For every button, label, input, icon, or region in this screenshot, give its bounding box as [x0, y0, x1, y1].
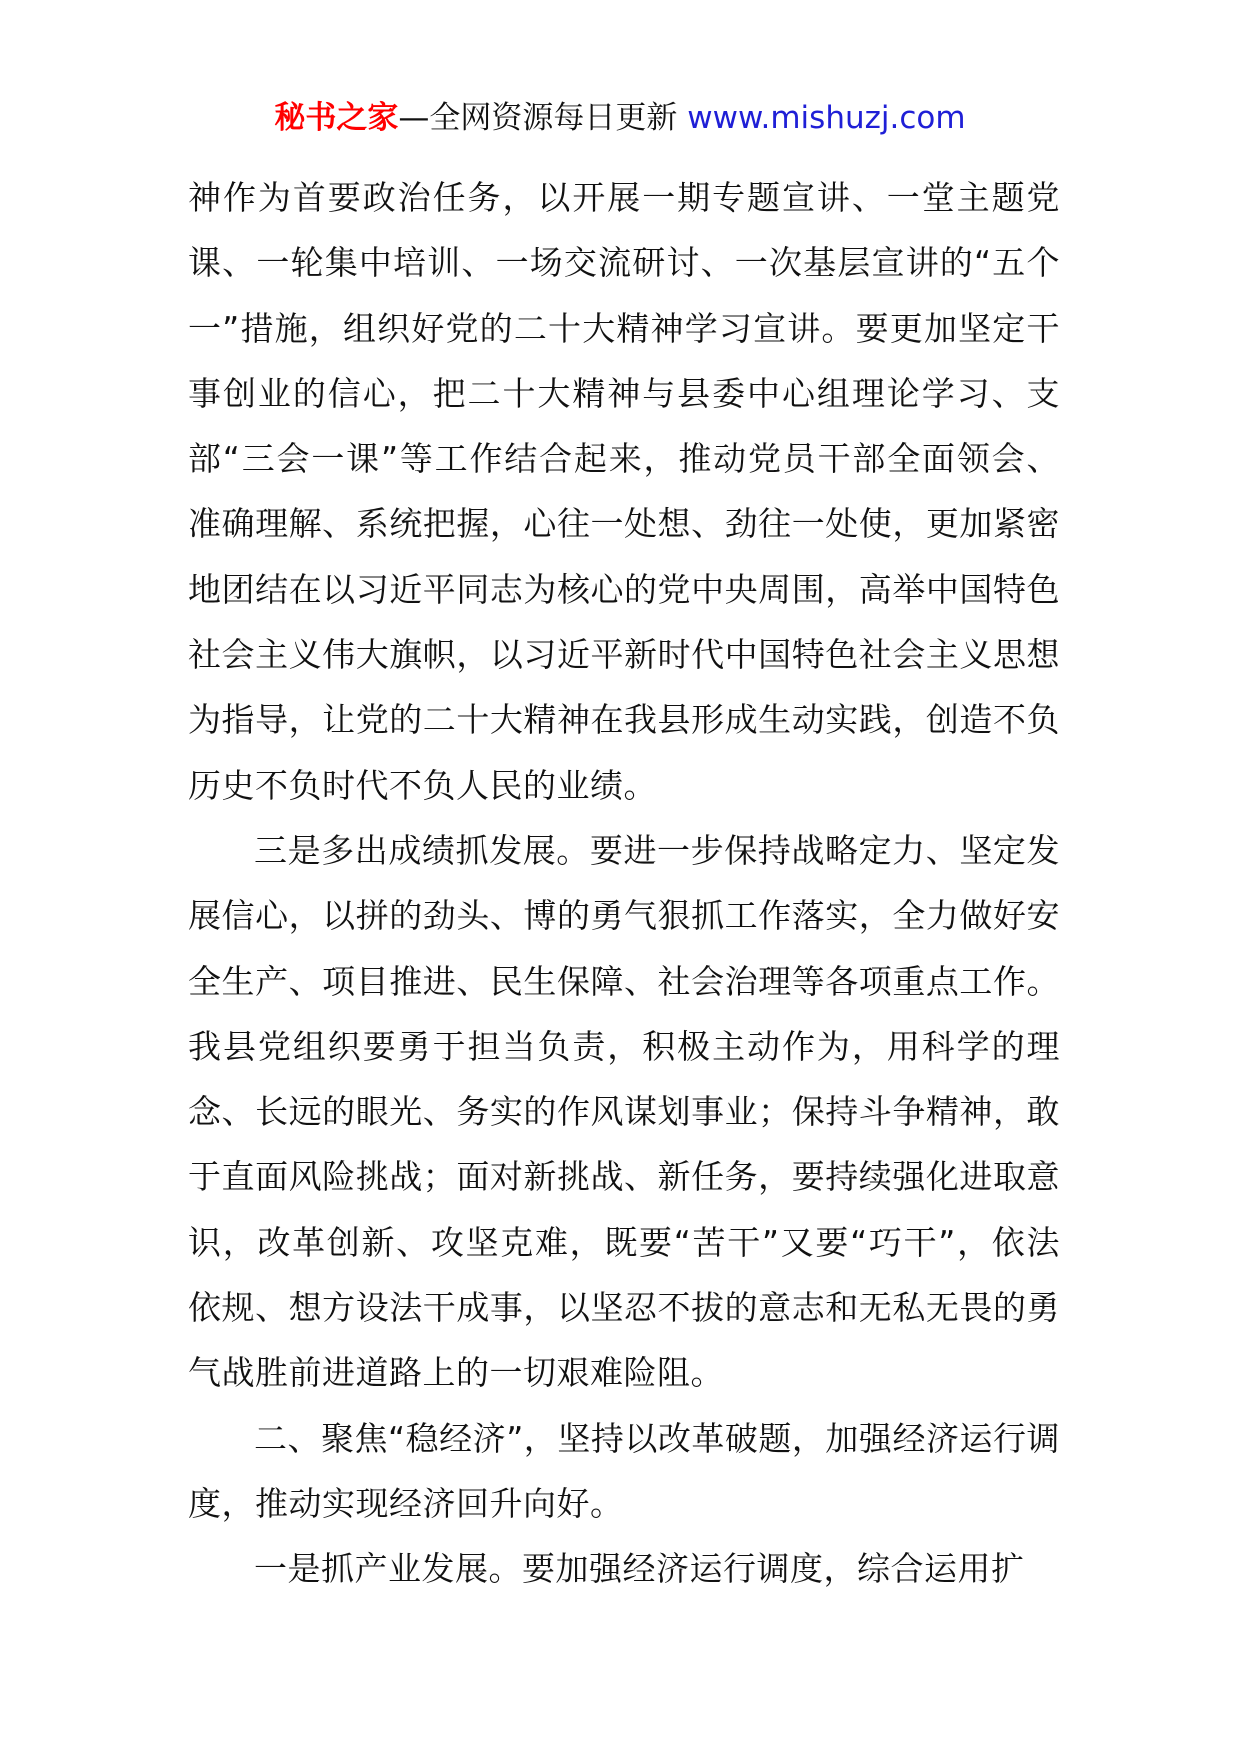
- paragraph-point-one: 一是抓产业发展。要加强经济运行调度，综合运用扩: [254, 1549, 1025, 1589]
- website-link[interactable]: www.mishuzj.com: [687, 100, 966, 136]
- brand-name: 秘书之家: [274, 100, 399, 136]
- page-header: [0, 98, 1240, 138]
- paragraph-continued: 神作为首要政治任务，以开展一期专题宣讲、一堂主题党课、一轮集中培训、一场交流研讨、一次基层宣讲的“五个一”措施，组织好党的二十大精神学习宣讲。要更加坚定干事创业的信心，把二十大精神与县委中心组理论学习、支部“三会一课”等工作结合起来，推动党员干部全面领会、准确理解、系统把握，心往一处想、劲往一处使，更加紧密地团结在以习近平同志为核心的党中央周围，高举中国特色社会主义伟大旗帜，以习近平新时代中国特色社会主义思想为指导，让党的二十大精神在我县形成生动实践，创造不负历史不负时代不负人民的业绩。: [188, 178, 1060, 805]
- section-heading-two: 二、聚焦“稳经济”，坚持以改革破题，加强经济运行调度，推动实现经济回升向好。: [188, 1418, 1060, 1523]
- paragraph-point-three: 三是多出成绩抓发展。要进一步保持战略定力、坚定发展信心，以拼的劲头、博的勇气狠抓工作落实，全力做好安全生产、项目推进、民生保障、社会治理等各项重点工作。我县党组织要勇于担当负责，积极主动作为，用科学的理念、长远的眼光、务实的作风谋划事业；保持斗争精神，敢于直面风险挑战；面对新挑战、新任务，要持续强化进取意识，改革创新、攻坚克难，既要“苦干”又要“巧干”，依法依规、想方设法干成事，以坚忍不拔的意志和无私无畏的勇气战胜前进道路上的一切艰难险阻。: [188, 830, 1060, 1393]
- header-tagline: —全网资源每日更新: [398, 100, 678, 136]
- document-body: [188, 165, 1060, 1602]
